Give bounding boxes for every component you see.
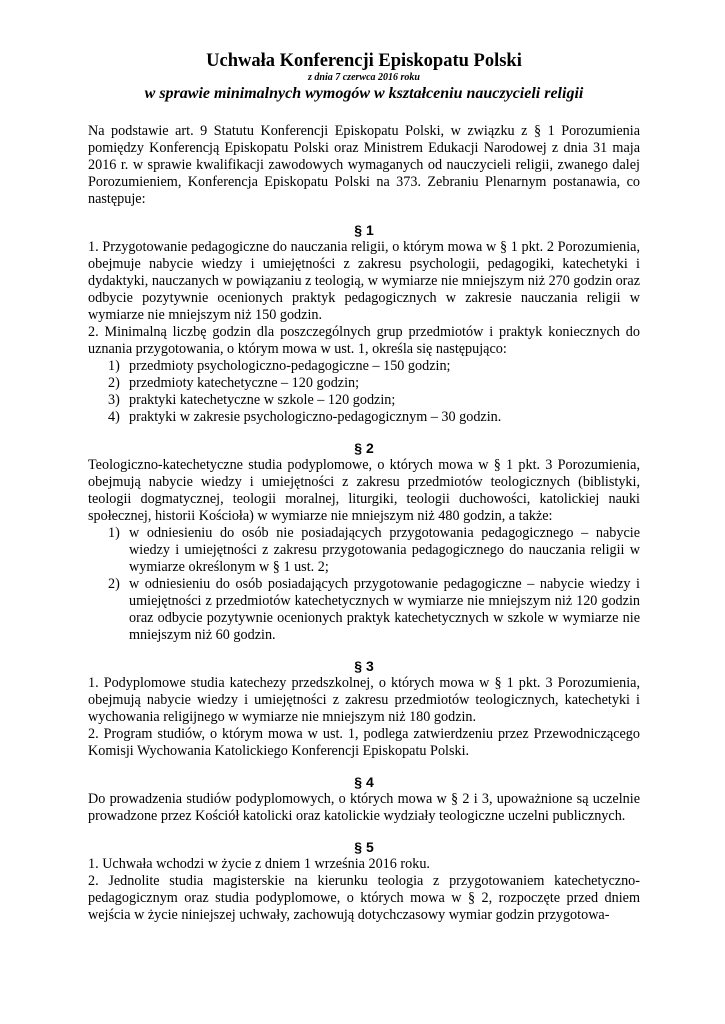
section-5-paragraph-1: 1. Uchwała wchodzi w życie z dniem 1 września 2016 roku. [88, 856, 430, 872]
section-3-paragraph-1: 1. Podyplomowe studia katechezy przedszkolnej, o których mowa w § 1 pkt. 3 Porozumienia, obejmują nabycie wiedzy i umiejętności z zakresu przedmiotów teologicznych, katechetyki i wychowania religijnego w wymiarze nie mniejszym niż 180 godzin. [88, 675, 640, 725]
section-1-paragraph-1: 1. Przygotowanie pedagogiczne do nauczania religii, o którym mowa w § 1 pkt. 2 Porozumienia, obejmuje nabycie wiedzy i umiejętności z zakresu psychologii, pedagogiki, katechetyki i dydaktyki, nauczanych w powiązaniu z teologią, w wymiarze nie mniejszym niż 270 godzin oraz odbycie pozytywnie ocenionych praktyk pedagogicznych w zakresie nauczania religii w wymiarze nie mniejszym niż 150 godzin. [88, 239, 640, 323]
section-heading-3: § 3 [354, 658, 374, 674]
list-item [88, 375, 640, 392]
intro-paragraph: Na podstawie art. 9 Statutu Konferencji Episkopatu Polski, w związku z § 1 Porozumienia pomiędzy Konferencją Episkopatu Polski oraz Ministrem Edukacji Narodowej z dnia 31 maja 2016 r. w sprawie kwalifikacji zawodowych wymaganych od nauczycieli religii, zwanego dalej Porozumieniem, Konferencja Episkopatu Polski na 373. Zebraniu Plenarnym postanawia, co następuje: [88, 123, 640, 207]
section-heading-4: § 4 [354, 774, 374, 790]
list-item-number: 4) [108, 409, 120, 425]
document-title: Uchwała Konferencji Episkopatu Polski [206, 51, 522, 71]
list-item-number: 3) [108, 392, 120, 408]
list-item [88, 576, 640, 644]
document-subtitle: w sprawie minimalnych wymogów w kształceniu nauczycieli religii [144, 85, 584, 102]
section-2-list [88, 525, 640, 644]
section-2-paragraph-1: Teologiczno-katechetyczne studia podyplomowe, o których mowa w § 1 pkt. 3 Porozumienia, obejmują nabycie wiedzy i umiejętności z zakresu przedmiotów teologicznych (biblistyki, teologii dogmatycznej, teologii moralnej, liturgiki, teologii duchowości, katolickiej nauki społecznej, historii Kościoła) w wymiarze nie mniejszym niż 480 godzin, a także: [88, 457, 640, 524]
list-item-text: przedmioty katechetyczne – 120 godzin; [129, 375, 360, 391]
list-item [88, 409, 640, 426]
section-heading-2: § 2 [354, 440, 374, 456]
list-item-number: 2) [108, 375, 120, 391]
section-heading-5: § 5 [354, 839, 374, 855]
list-item [88, 358, 640, 375]
list-item-text: przedmioty psychologiczno-pedagogiczne – 150 godzin; [129, 358, 451, 374]
section-heading-1: § 1 [354, 222, 374, 238]
list-item-text: w odniesieniu do osób nie posiadających przygotowania pedagogicznego – nabycie wiedzy i umiejętności z zakresu przygotowania pedagogicznego do nauczania religii w wymiarze określonym w § 1 ust. 2; [129, 525, 640, 575]
list-item-number: 1) [108, 358, 120, 374]
document-date: z dnia 7 czerwca 2016 roku [308, 72, 420, 83]
section-1-paragraph-2: 2. Minimalną liczbę godzin dla poszczególnych grup przedmiotów i praktyk koniecznych do uznania przygotowania, o którym mowa w ust. 1, określa się następująco: [88, 324, 640, 357]
list-item [88, 392, 640, 409]
section-3-paragraph-2: 2. Program studiów, o którym mowa w ust. 1, podlega zatwierdzeniu przez Przewodniczącego Komisji Wychowania Katolickiego Konferencji Episkopatu Polski. [88, 726, 640, 759]
list-item-text: w odniesieniu do osób posiadających przygotowanie pedagogiczne – nabycie wiedzy i umiejętności z przedmiotów katechetycznych w wymiarze nie mniejszym niż 120 godzin oraz odbycie pozytywnie ocenionych praktyk katechetycznych w szkole w wymiarze nie mniejszym niż 60 godzin. [129, 576, 640, 643]
section-4-paragraph-1: Do prowadzenia studiów podyplomowych, o których mowa w § 2 i 3, upoważnione są uczelnie prowadzone przez Kościół katolicki oraz katolickie wydziały teologiczne uczelni publicznych. [88, 791, 640, 824]
list-item-text: praktyki katechetyczne w szkole – 120 godzin; [129, 392, 396, 408]
section-5-paragraph-2: 2. Jednolite studia magisterskie na kierunku teologia z przygotowaniem katechetyczno-pedagogicznym oraz studia podyplomowe, o których mowa w § 2, rozpoczęte przed dniem wejścia w życie niniejszej uchwały, zachowują dotychczasowy wymiar godzin przygotowa- [88, 873, 640, 923]
list-item-number: 1) [108, 525, 120, 541]
list-item-number: 2) [108, 576, 120, 592]
section-1-list [88, 358, 640, 426]
list-item-text: praktyki w zakresie psychologiczno-pedagogicznym – 30 godzin. [129, 409, 502, 425]
list-item [88, 525, 640, 576]
document-page [88, 50, 640, 924]
